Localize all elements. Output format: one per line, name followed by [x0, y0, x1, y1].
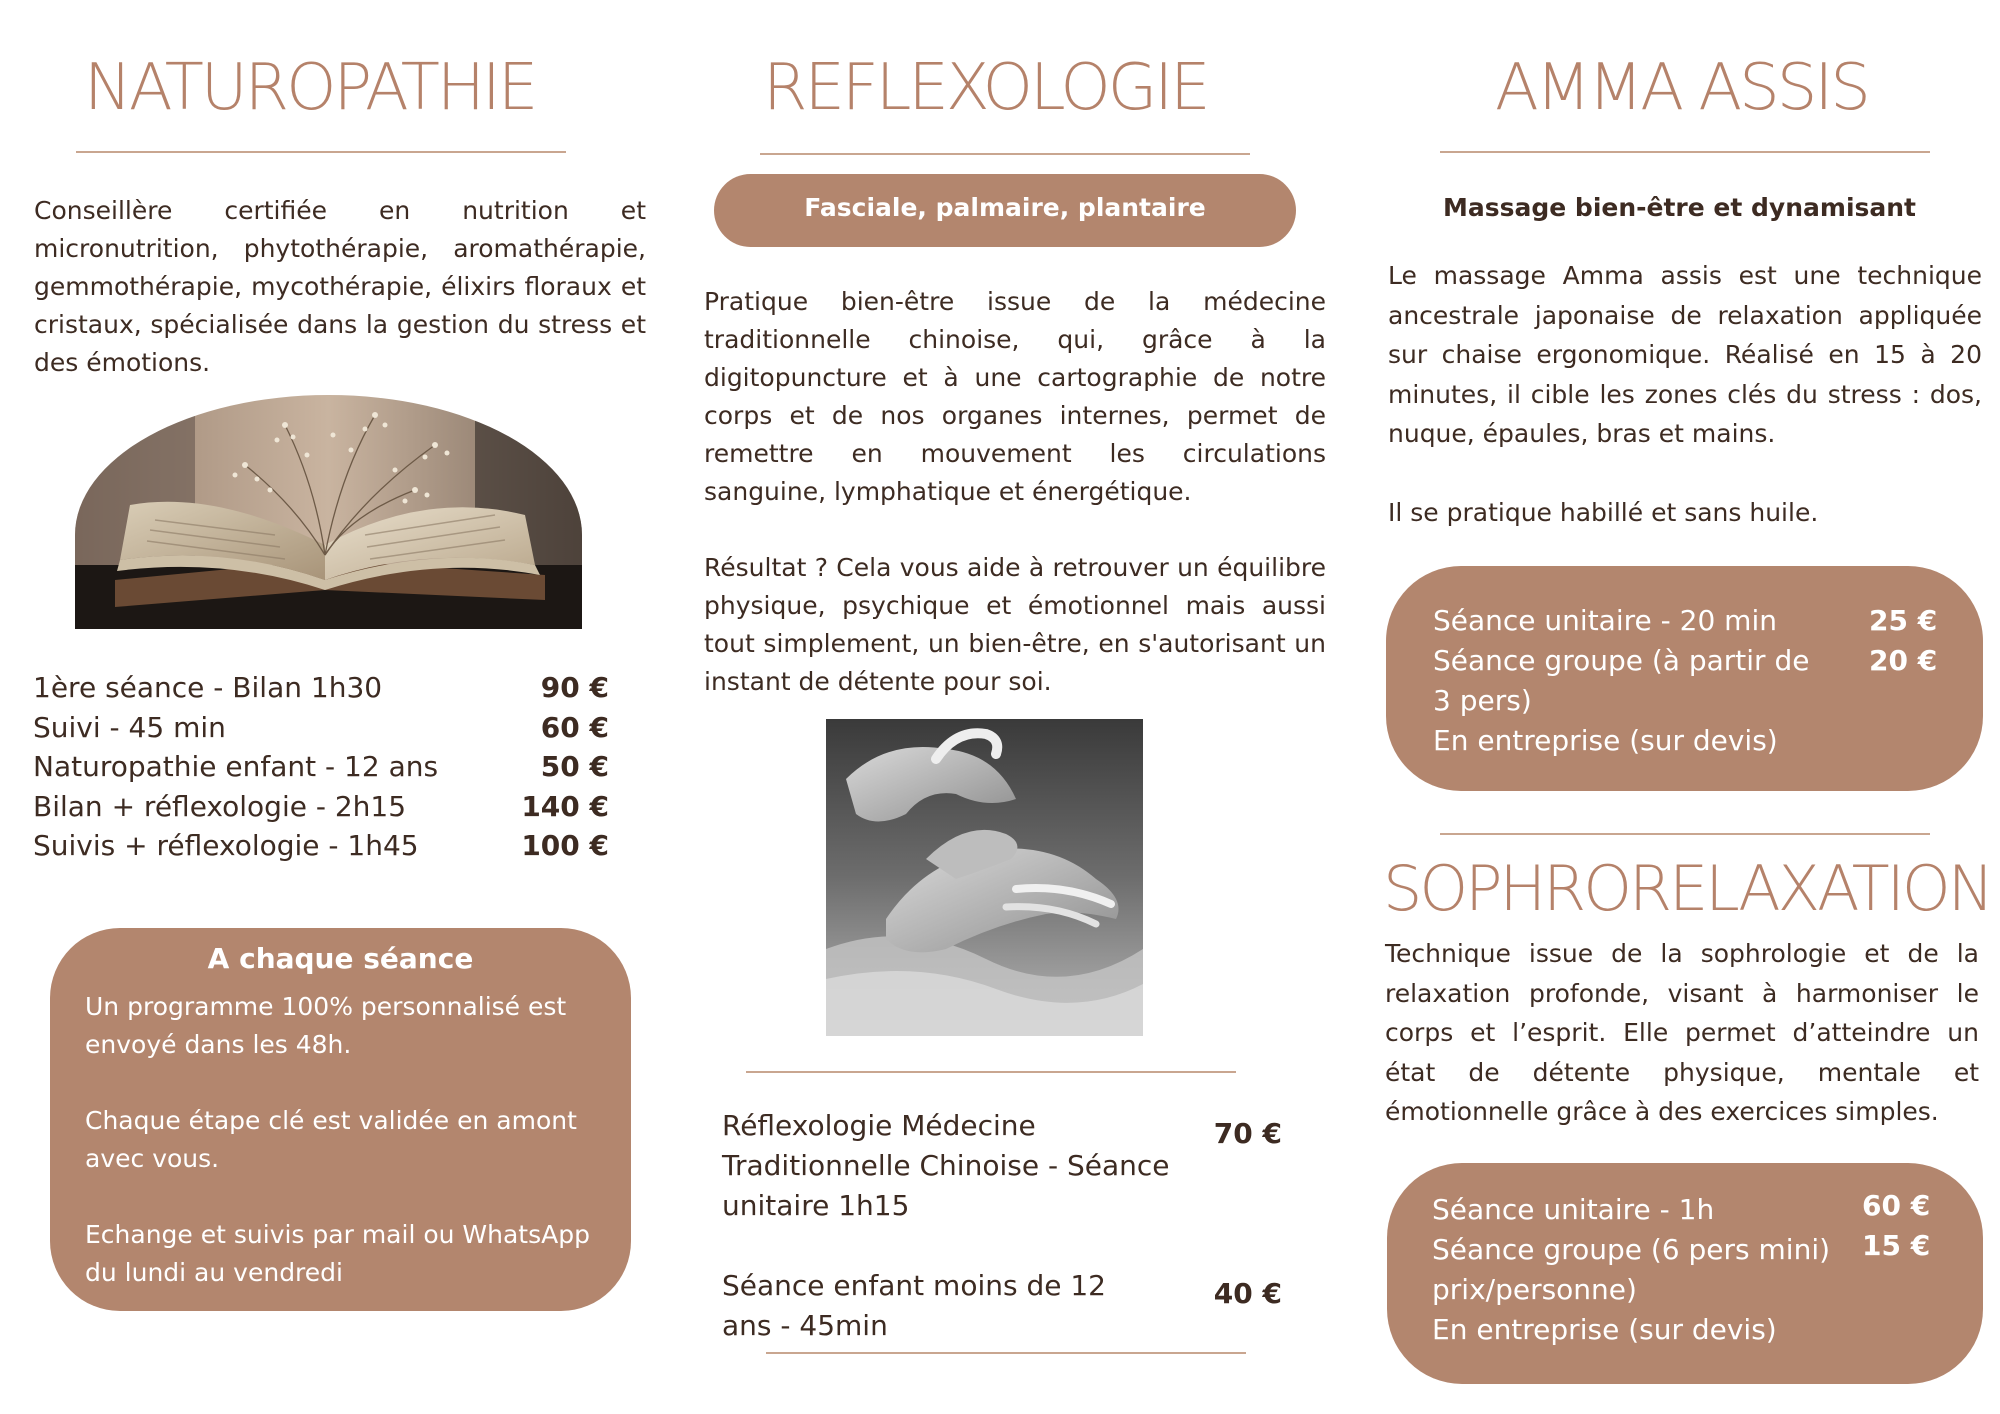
price-label: Séance enfant moins de 12 ans - 45min: [722, 1269, 1106, 1342]
price-label: 1ère séance - Bilan 1h30: [33, 671, 383, 704]
reflexologie-tag-pill: [714, 174, 1296, 247]
naturopathie-price-list: [33, 668, 609, 866]
price-label: Suivi - 45 min: [33, 710, 226, 744]
price-row: [33, 747, 609, 787]
price-amount: 40 €: [1213, 1277, 1282, 1310]
naturopathie-divider: [76, 151, 566, 153]
hands-massage-illustration: [826, 719, 1143, 1036]
reflexologie-tag: Fasciale, palmaire, plantaire: [804, 193, 1206, 222]
session-info-line: Echange et suivis par mail ou WhatsApp du lundi au vendredi: [85, 1220, 590, 1287]
naturopathie-intro-text: Conseillère certifiée en nutrition et micronutrition, phytothérapie, aromathérapie, gemmothérapie, mycothérapie, élixirs floraux et cristaux, spécialisée dans la gestion du stress et des émotions.: [34, 196, 646, 377]
price-label: Réflexologie Médecine Traditionnelle Chinoise - Séance unitaire 1h15: [722, 1109, 1170, 1222]
session-info-text: [85, 988, 605, 1292]
price-amount: 140 €: [521, 789, 609, 823]
price-row: [33, 708, 609, 748]
reflexologie-price-divider-top: [746, 1071, 1236, 1073]
price-row: [722, 1266, 1282, 1346]
price-label: Séance groupe (6 pers mini) prix/personne): [1432, 1233, 1831, 1306]
reflexologie-price-divider-bottom: [766, 1352, 1246, 1354]
price-amount: 100 €: [521, 829, 609, 862]
sophrorelaxation-price-box: [1387, 1163, 1983, 1384]
amma-assis-paragraph: Il se pratique habillé et sans huile.: [1388, 498, 1819, 527]
reflexologie-divider: [760, 153, 1250, 155]
price-amount: 60 €: [1862, 1189, 1931, 1222]
price-label: En entreprise (sur devis): [1433, 724, 1778, 757]
price-row: [33, 668, 609, 708]
price-amount: 25 €: [1869, 604, 1938, 637]
price-amount: 90 €: [540, 671, 609, 704]
price-label: Séance unitaire - 20 min: [1433, 604, 1777, 637]
price-label: Suivis + réflexologie - 1h45: [33, 829, 419, 862]
naturopathie-intro: [34, 192, 646, 382]
sophrorelaxation-title: SOPHRORELAXATION: [1383, 852, 1992, 925]
price-amount: 15 €: [1862, 1229, 1931, 1262]
price-row: [33, 826, 609, 866]
amma-assis-price-box: [1386, 566, 1983, 791]
session-info-box: [50, 928, 631, 1311]
reflexologie-description: [704, 283, 1326, 701]
price-amount: 70 €: [1213, 1117, 1282, 1150]
amma-assis-subtitle: Massage bien-être et dynamisant: [1443, 193, 1917, 222]
price-row: [33, 787, 609, 827]
price-label: Bilan + réflexologie - 2h15: [33, 789, 407, 823]
session-info-title: A chaque séance: [207, 942, 474, 975]
reflexologie-title: REFLEXOLOGIE: [763, 51, 1208, 125]
price-label: Naturopathie enfant - 12 ans: [33, 750, 439, 783]
price-row: [722, 1106, 1282, 1226]
price-amount: 50 €: [540, 750, 609, 783]
sophrorelaxation-description: [1385, 934, 1979, 1132]
sophrorelaxation-paragraph: Technique issue de la sophrologie et de la relaxation profonde, visant à harmoniser le corps et l’esprit. Elle permet d’atteindre un état de détente physique, mentale et émotionnelle grâce à des exercices simples.: [1385, 939, 1979, 1126]
price-amount: 60 €: [540, 710, 609, 744]
session-info-line: Chaque étape clé est validée en amont avec vous.: [85, 1106, 577, 1173]
amma-assis-paragraph: Le massage Amma assis est une technique ancestrale japonaise de relaxation appliquée sur chaise ergonomique. Réalisé en 15 à 20 minutes, il cible les zones clés du stress : dos, nuque, épaules, bras et mains.: [1388, 261, 1982, 448]
book-flowers-illustration: [75, 395, 582, 629]
price-amount: 20 €: [1869, 644, 1938, 677]
sophro-divider: [1440, 833, 1930, 835]
price-label: Séance unitaire - 1h: [1432, 1193, 1715, 1226]
session-info-line: Un programme 100% personnalisé est envoyé dans les 48h.: [85, 992, 567, 1059]
book-flowers-image: [75, 395, 582, 629]
amma-assis-divider: [1440, 151, 1930, 153]
reflexologie-paragraph: Résultat ? Cela vous aide à retrouver un équilibre physique, psychique et émotionnel mais aussi tout simplement, un bien-être, en s'autorisant un instant de détente pour soi.: [704, 553, 1326, 696]
amma-assis-title: AMMA ASSIS: [1495, 51, 1868, 125]
reflexologie-paragraph: Pratique bien-être issue de la médecine traditionnelle chinoise, qui, grâce à la digitopuncture et à une cartographie de notre corps et de nos organes internes, permet de remettre en mouvement les circulations sanguine, lymphatique et énergétique.: [704, 287, 1326, 506]
reflexologie-price-list: [722, 1106, 1282, 1346]
price-label: Séance groupe (à partir de 3 pers): [1433, 644, 1810, 717]
hands-massage-image: [826, 719, 1143, 1036]
amma-assis-description: [1388, 256, 1982, 533]
naturopathie-title: NATUROPATHIE: [84, 51, 536, 125]
price-label: En entreprise (sur devis): [1432, 1313, 1777, 1346]
